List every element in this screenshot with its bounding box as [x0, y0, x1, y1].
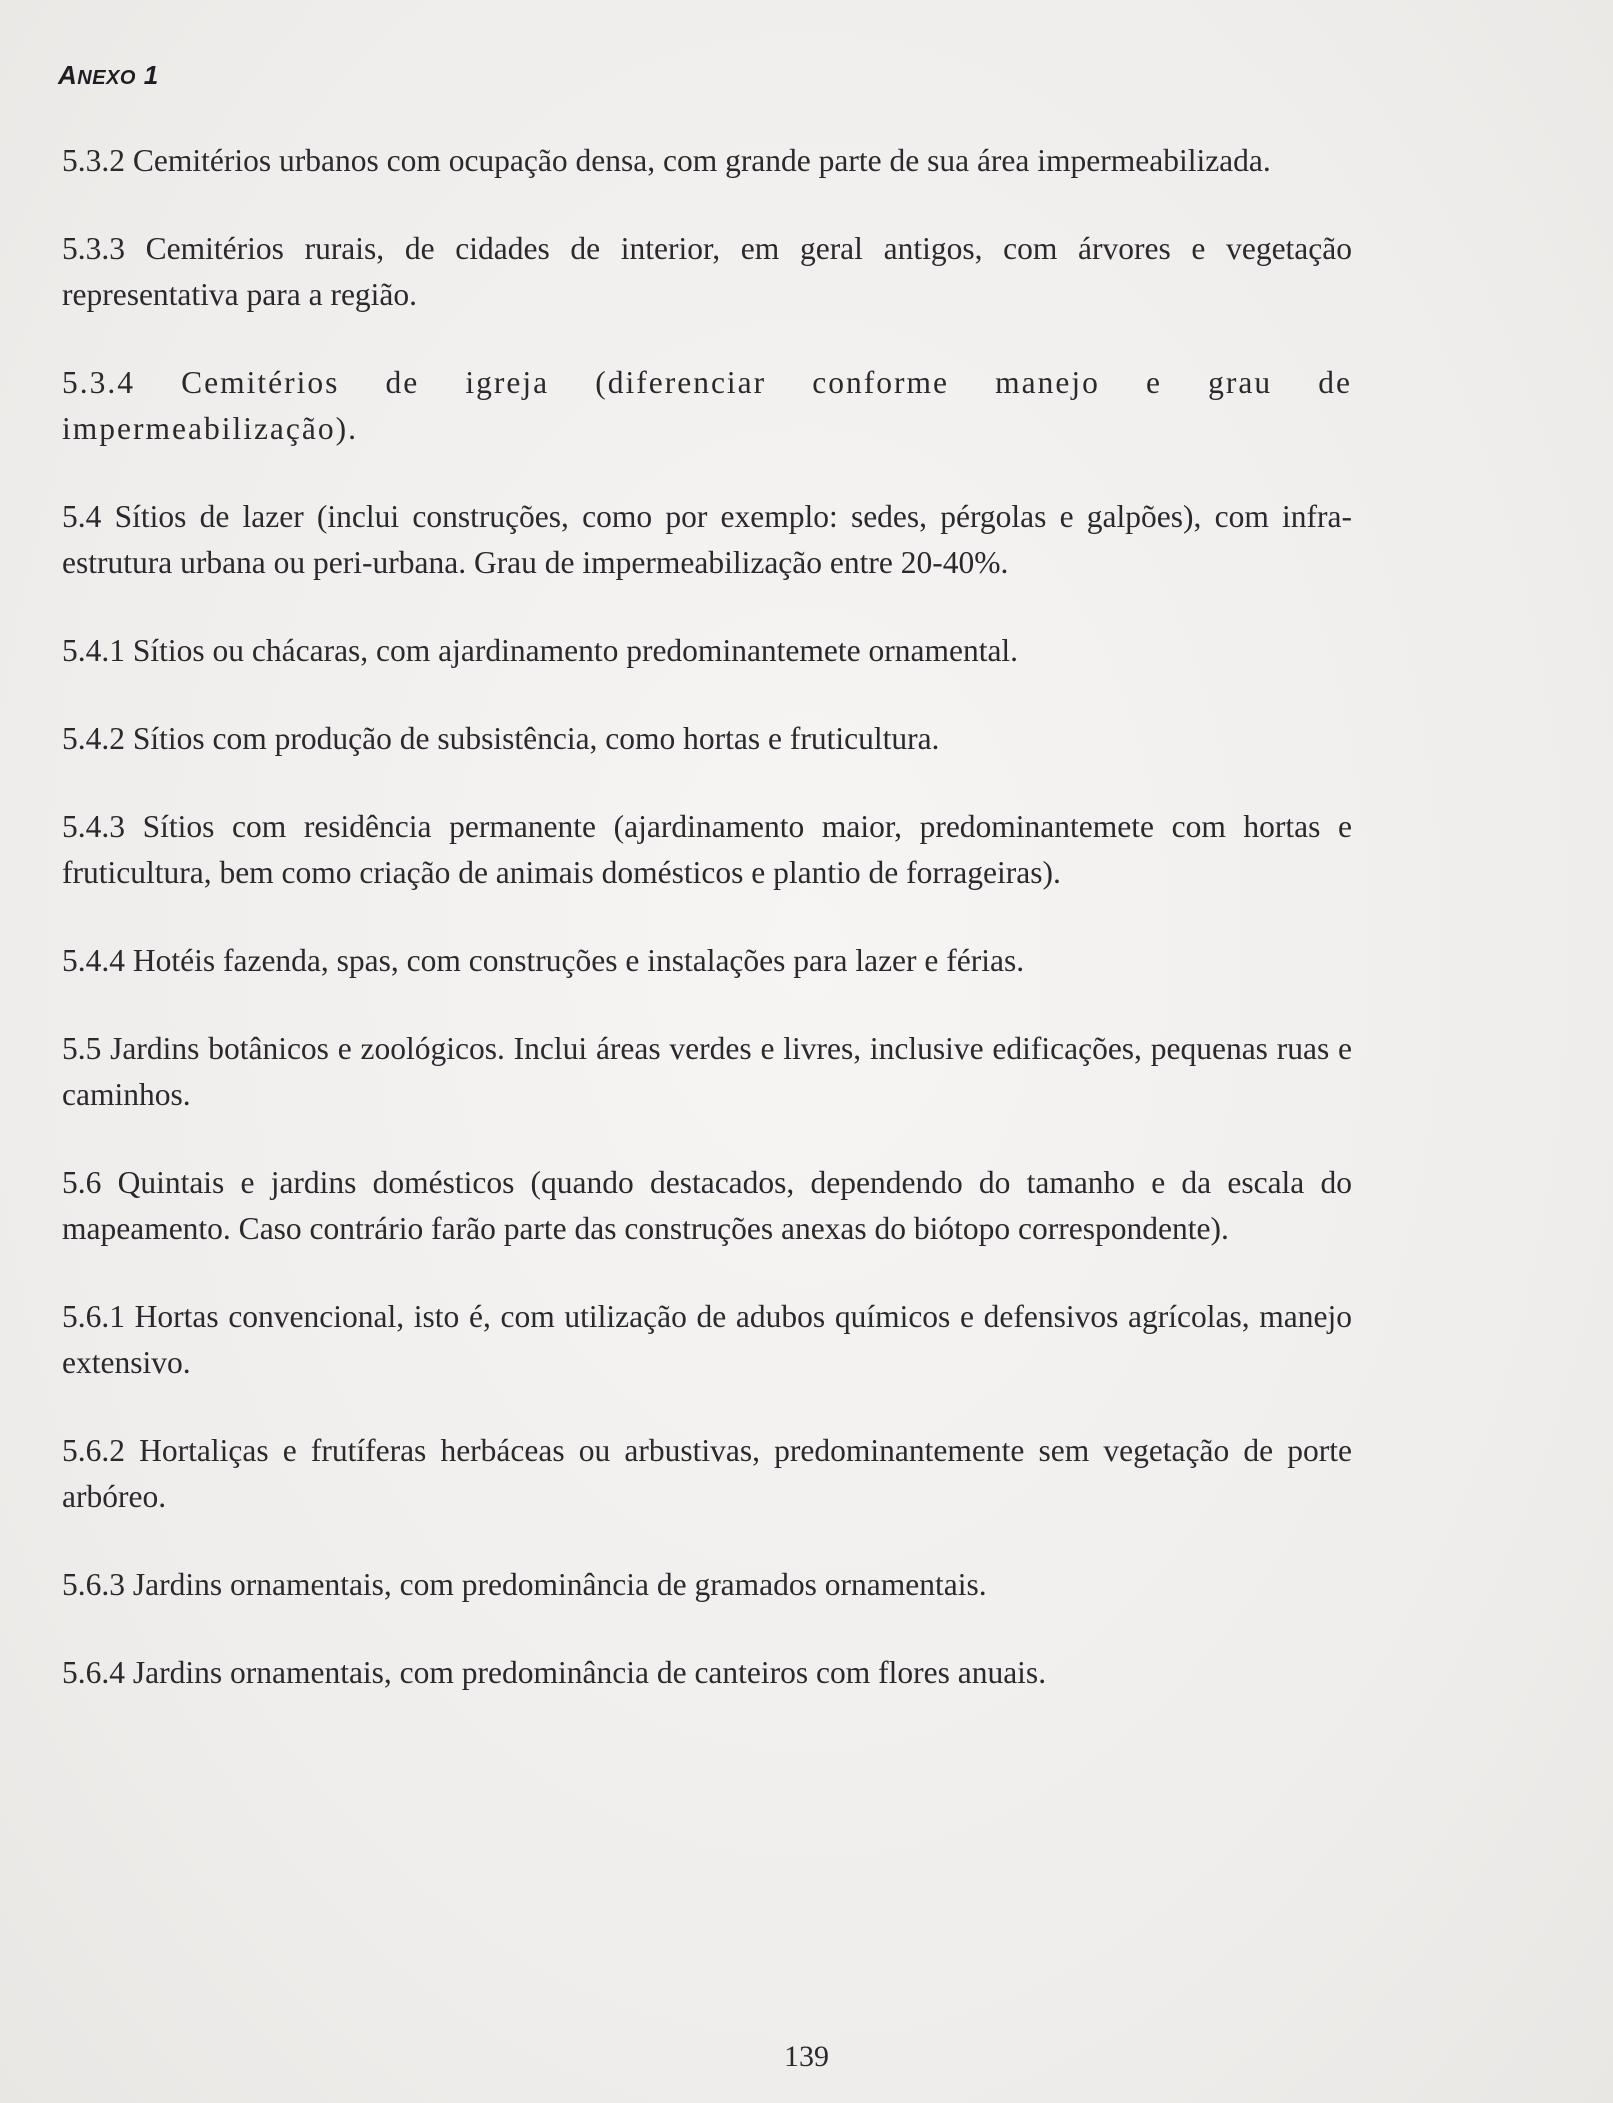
paragraph-5-6-4: 5.6.4 Jardins ornamentais, com predominância de canteiros com flores anuais.: [62, 1655, 1047, 1690]
running-head-rest: NEXO: [77, 67, 136, 89]
paragraph-5-5: 5.5 Jardins botânicos e zoológicos. Inclui áreas verdes e livres, inclusive edificações, pequenas ruas e caminhos.: [62, 1031, 1352, 1112]
paragraph-5-4-3: 5.4.3 Sítios com residência permanente (ajardinamento maior, predominantemete com hortas e fruticultura, bem como criação de animais domésticos e plantio de forrageiras).: [62, 809, 1352, 890]
paragraph-5-4: 5.4 Sítios de lazer (inclui construções, como por exemplo: sedes, pérgolas e galpões), com infra-estrutura urbana ou peri-urbana. Grau de impermeabilização entre 20-40%.: [62, 499, 1352, 580]
paragraph-5-4-2: 5.4.2 Sítios com produção de subsistência, como hortas e fruticultura.: [62, 721, 940, 756]
paragraph-5-4-4: 5.4.4 Hotéis fazenda, spas, com construções e instalações para lazer e férias.: [62, 943, 1025, 978]
paragraph-5-3-2: 5.3.2 Cemitérios urbanos com ocupação densa, com grande parte de sua área impermeabilizada.: [62, 143, 1271, 178]
running-head-initial: A: [58, 60, 78, 90]
paragraph-5-6: 5.6 Quintais e jardins domésticos (quando destacados, dependendo do tamanho e da escala do mapeamento. Caso contrário farão parte das construções anexas do biótopo correspondente).: [62, 1165, 1352, 1246]
paragraph-5-6-3: 5.6.3 Jardins ornamentais, com predominância de gramados ornamentais.: [62, 1567, 987, 1602]
body-text: [62, 138, 1352, 1738]
paragraph-5-6-1: 5.6.1 Hortas convencional, isto é, com utilização de adubos químicos e defensivos agrícolas, manejo extensivo.: [62, 1299, 1352, 1380]
paragraph-5-6-2: 5.6.2 Hortaliças e frutíferas herbáceas ou arbustivas, predominantemente sem vegetação de porte arbóreo.: [62, 1433, 1352, 1514]
running-head-number: 1: [135, 60, 159, 90]
page-number: 139: [784, 2040, 829, 2073]
paragraph-5-4-1: 5.4.1 Sítios ou chácaras, com ajardinamento predominantemete ornamental.: [62, 633, 1019, 668]
running-head: [58, 60, 159, 91]
paragraph-5-3-4: 5.3.4 Cemitérios de igreja (diferenciar conforme manejo e grau de impermeabilização).: [62, 365, 1352, 446]
paragraph-5-3-3: 5.3.3 Cemitérios rurais, de cidades de interior, em geral antigos, com árvores e vegetação representativa para a região.: [62, 231, 1352, 312]
